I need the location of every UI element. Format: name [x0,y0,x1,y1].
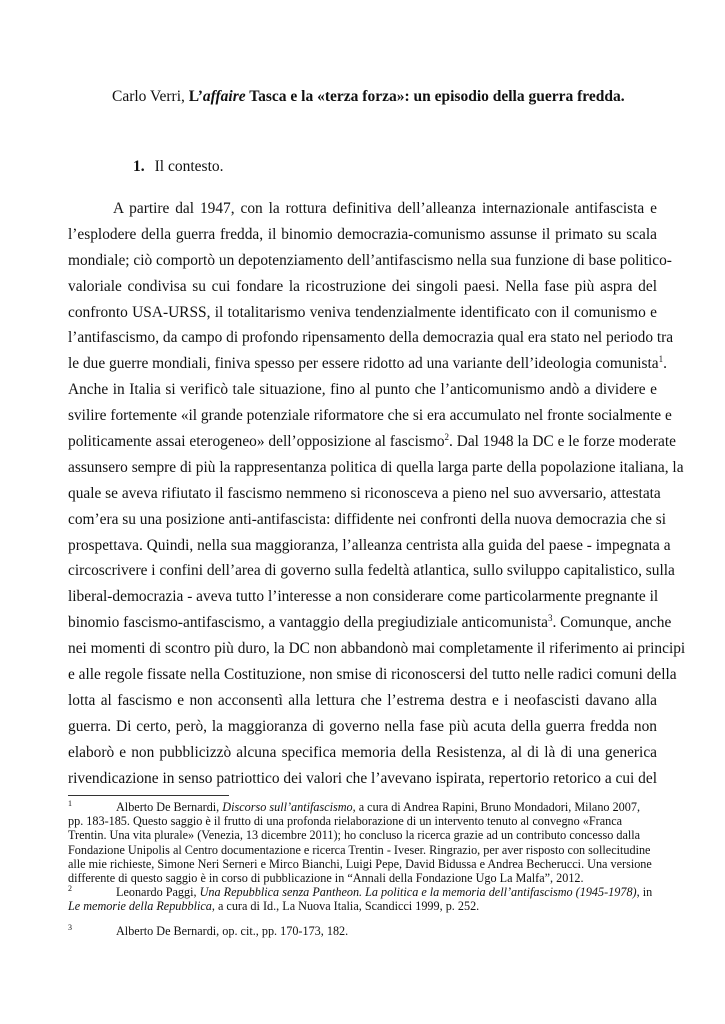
footnote-book-title: Discorso sull’antifascismo [222,800,353,814]
body-line: Anche in Italia si verificò tale situazione, fino al punto che l’anticomunismo andò a dividere e [68,381,657,399]
body-line: svilire fortemente «il grande potenziale riformatore che si era accumulato nel fronte socialmente e [68,407,672,425]
body-line: mondiale; ciò comportò un depotenziamento dell’antifascismo nella sua funzione di base politico- [68,251,672,269]
section-label: Il contesto. [154,158,224,175]
title-rest: Tasca e la «terza forza»: un episodio della guerra fredda. [245,88,625,105]
body-line: A partire dal 1947, con la rottura definitiva dell’alleanza internazionale antifascista e [113,200,657,217]
body-line: guerra. Di certo, però, la maggioranza di governo nella fase più acuta della guerra fredda non [68,717,657,735]
body-line-text: le due guerre mondiali, finiva spesso per essere ridotto ad una variante dell’ideologia comunista [68,355,659,373]
body-line: prospettava. Quindi, nella sua maggioranza, l’alleanza centrista alla guida del paese - impegnata a [68,536,671,554]
section-number: 1. [133,158,145,175]
footnote-2: 2 Leonardo Paggi, Una Repubblica senza Pantheon. La politica e la memoria dell’antifascismo (1945-1978), in Le memorie della Repubblica, a cura di Id., La Nuova Italia, Scandicci 1999, p. 252. [68,884,653,914]
footnote-text: Alberto De Bernardi, [116,800,223,814]
body-line: valoriale condivisa su cui fondare la ricostruzione dei singoli paesi. Nella fase più aspra del [68,277,657,295]
body-line-text: politicamente assai eterogeneo» dell’opposizione al fascismo [68,433,445,451]
footnote-gap [68,914,658,924]
footnote-text: , a cura di Andrea Rapini, Bruno Mondadori, Milano 2007, pp. 183-185. Questo saggio è il frutto di una profonda rielaborazione di un intervento tenuto al convegno «Franca Trentin. Una vita plurale» (Venezia, 13 dicembre 2011); ho concluso la ricerca grazie ad un contributo concesso dalla Fondazione Unipolis al Centro documentazione e ricerca Trentin - Iveser. Ringrazio, per aver risposto con sollecitudine alle mie richieste, Simone Neri Serneri e Mirco Bianchi, Luigi Pepe, David Bidussa e Andrea Becherucci. Una versione differente di questo saggio è in corso di pubblicazione in “Annali della Fondazione Ugo La Malfa”, 2012. [68,800,652,886]
footnote-ref-2[interactable]: 2 [444,431,450,442]
footnote-3: 3 Alberto De Bernardi, op. cit., pp. 170-173, 182. [68,922,349,938]
footnote-separator [68,795,229,796]
footnote-ref-1[interactable]: 1 [658,354,664,365]
body-line: quale se aveva rifiutato il fascismo nemmeno si riconosceva a pieno nel suo avversario, attestata [68,484,661,502]
footnote-ref-3[interactable]: 3 [547,613,553,624]
body-paragraph [68,196,686,791]
footnote-book-title: Una Repubblica senza Pantheon. La politica e la memoria dell’antifascismo (1945-1978) [199,885,637,900]
body-line-with-note-1 [68,351,667,377]
body-line: rivendicazione in senso patriottico dei valori che l’avevano ispirata, repertorio retorico a cui del [68,769,657,787]
body-line-with-note-2 [68,429,676,455]
title-l: L’ [188,88,203,105]
body-line: e alle regole fissate nella Costituzione, non smise di riconoscersi del tutto nelle radici comuni della [68,666,677,684]
body-line: lotta al fascismo e non acconsentì alla lettura che l’estrema destra e i neofascisti davano alla [68,691,657,709]
body-line: l’esplodere della guerra fredda, il binomio democrazia-comunismo assunse il primato su scala [68,225,657,243]
body-line-tail: . [663,355,667,373]
body-line-with-note-3 [68,610,672,636]
footnote-text: , in [636,885,653,900]
body-line: com’era su una posizione anti-antifascista: diffidente nei confronti della nuova democrazia che si [68,510,667,528]
footnote-1: 1 Alberto De Bernardi, Discorso sull’antifascismo, a cura di Andrea Rapini, Bruno Mondadori, Milano 2007, pp. 183-185. Questo saggio è il frutto di una profonda rielaborazione di un intervento tenuto al convegno «Franca Trentin. Una vita plurale» (Venezia, 13 dicembre 2011); ho concluso la ricerca grazie ad un contributo concesso dalla Fondazione Unipolis al Centro documentazione e ricerca Trentin - Iveser. Ringrazio, per aver risposto con sollecitudine alle mie richieste, Simone Neri Serneri e Mirco Bianchi, Luigi Pepe, David Bidussa e Andrea Becherucci. Una versione differente di questo saggio è in corso di pubblicazione in “Annali della Fondazione Ugo La Malfa”, 2012. [68,798,652,886]
body-line-text: binomio fascismo-antifascismo, a vantaggio della pregiudiziale anticomunista [68,614,548,632]
body-line: circoscrivere i confini dell’area di governo sulla fedeltà atlantica, sullo sviluppo capitalistico, sulla [68,562,675,580]
footnote-text: Leonardo Paggi, [116,885,200,900]
title-author: Carlo Verri, [112,88,189,105]
body-line-tail: . Comunque, anche [552,614,672,632]
body-line: l’antifascismo, da campo di profondo ripensamento della democrazia qual era stato nel periodo tra [68,329,674,347]
footnote-text: Alberto De Bernardi, op. cit., pp. 170-173, 182. [116,923,349,938]
footnotes [68,800,658,938]
body-line: nei momenti di scontro più duro, la DC non abbandonò mai completamente il riferimento ai principi [68,640,686,658]
body-line: assunsero sempre di più la rappresentanza politica di quella larga parte della popolazione italiana, la [68,458,684,476]
article-title [112,86,672,108]
footnote-text: , a cura di Id., La Nuova Italia, Scandicci 1999, p. 252. [211,899,480,914]
title-affaire: affaire [202,88,246,105]
body-line: confronto USA-URSS, il totalitarismo veniva tendenzialmente identificato con il comunismo e [68,303,657,321]
footnote-book-title: Le memorie della Repubblica [68,899,212,914]
body-line: elaborò e non pubblicizzò alcuna specifica memoria della Resistenza, al di là di una generica [68,743,657,761]
body-line: liberal-democrazia - aveva tutto l’interesse a non considerare come particolarmente pregnante il [68,588,659,606]
section-heading [133,156,224,178]
body-line-tail: . Dal 1948 la DC e le forze moderate [449,433,676,451]
